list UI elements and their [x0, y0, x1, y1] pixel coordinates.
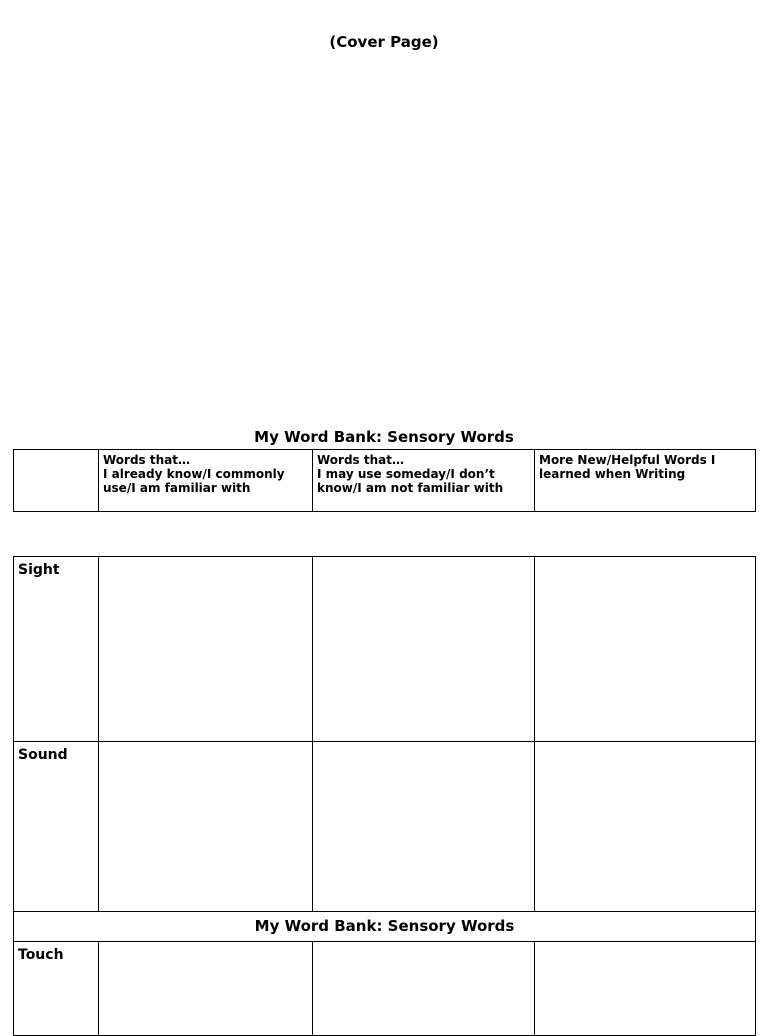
header-new-words-line1: More New/Helpful Words I learned when Writing	[539, 453, 716, 481]
cover-page-label: (Cover Page)	[329, 33, 439, 51]
sight-new-cell[interactable]	[535, 557, 756, 742]
word-bank-title: My Word Bank: Sensory Words	[254, 428, 514, 446]
header-known-words-line2: I already know/I commonly use/I am familiar with	[103, 467, 285, 495]
row-label-sight: Sight	[14, 557, 99, 742]
header-empty-cell	[14, 450, 99, 512]
header-known-words-line1: Words that…	[103, 453, 190, 467]
header-new-words	[535, 450, 756, 512]
row-label-touch: Touch	[14, 942, 99, 1036]
word-bank-table	[13, 556, 756, 1036]
sight-known-cell[interactable]	[99, 557, 313, 742]
header-unfamiliar-words	[313, 450, 535, 512]
touch-known-cell[interactable]	[99, 942, 313, 1036]
sound-unfamiliar-cell[interactable]	[313, 742, 535, 912]
row-label-sound: Sound	[14, 742, 99, 912]
word-bank-repeat-title: My Word Bank: Sensory Words	[14, 912, 756, 942]
sound-known-cell[interactable]	[99, 742, 313, 912]
sound-new-cell[interactable]	[535, 742, 756, 912]
touch-new-cell[interactable]	[535, 942, 756, 1036]
header-unfamiliar-words-line1: Words that…	[317, 453, 404, 467]
word-bank-header-table	[13, 449, 756, 512]
touch-unfamiliar-cell[interactable]	[313, 942, 535, 1036]
header-unfamiliar-words-line2: I may use someday/I don’t know/I am not familiar with	[317, 467, 504, 495]
sight-unfamiliar-cell[interactable]	[313, 557, 535, 742]
header-known-words	[99, 450, 313, 512]
